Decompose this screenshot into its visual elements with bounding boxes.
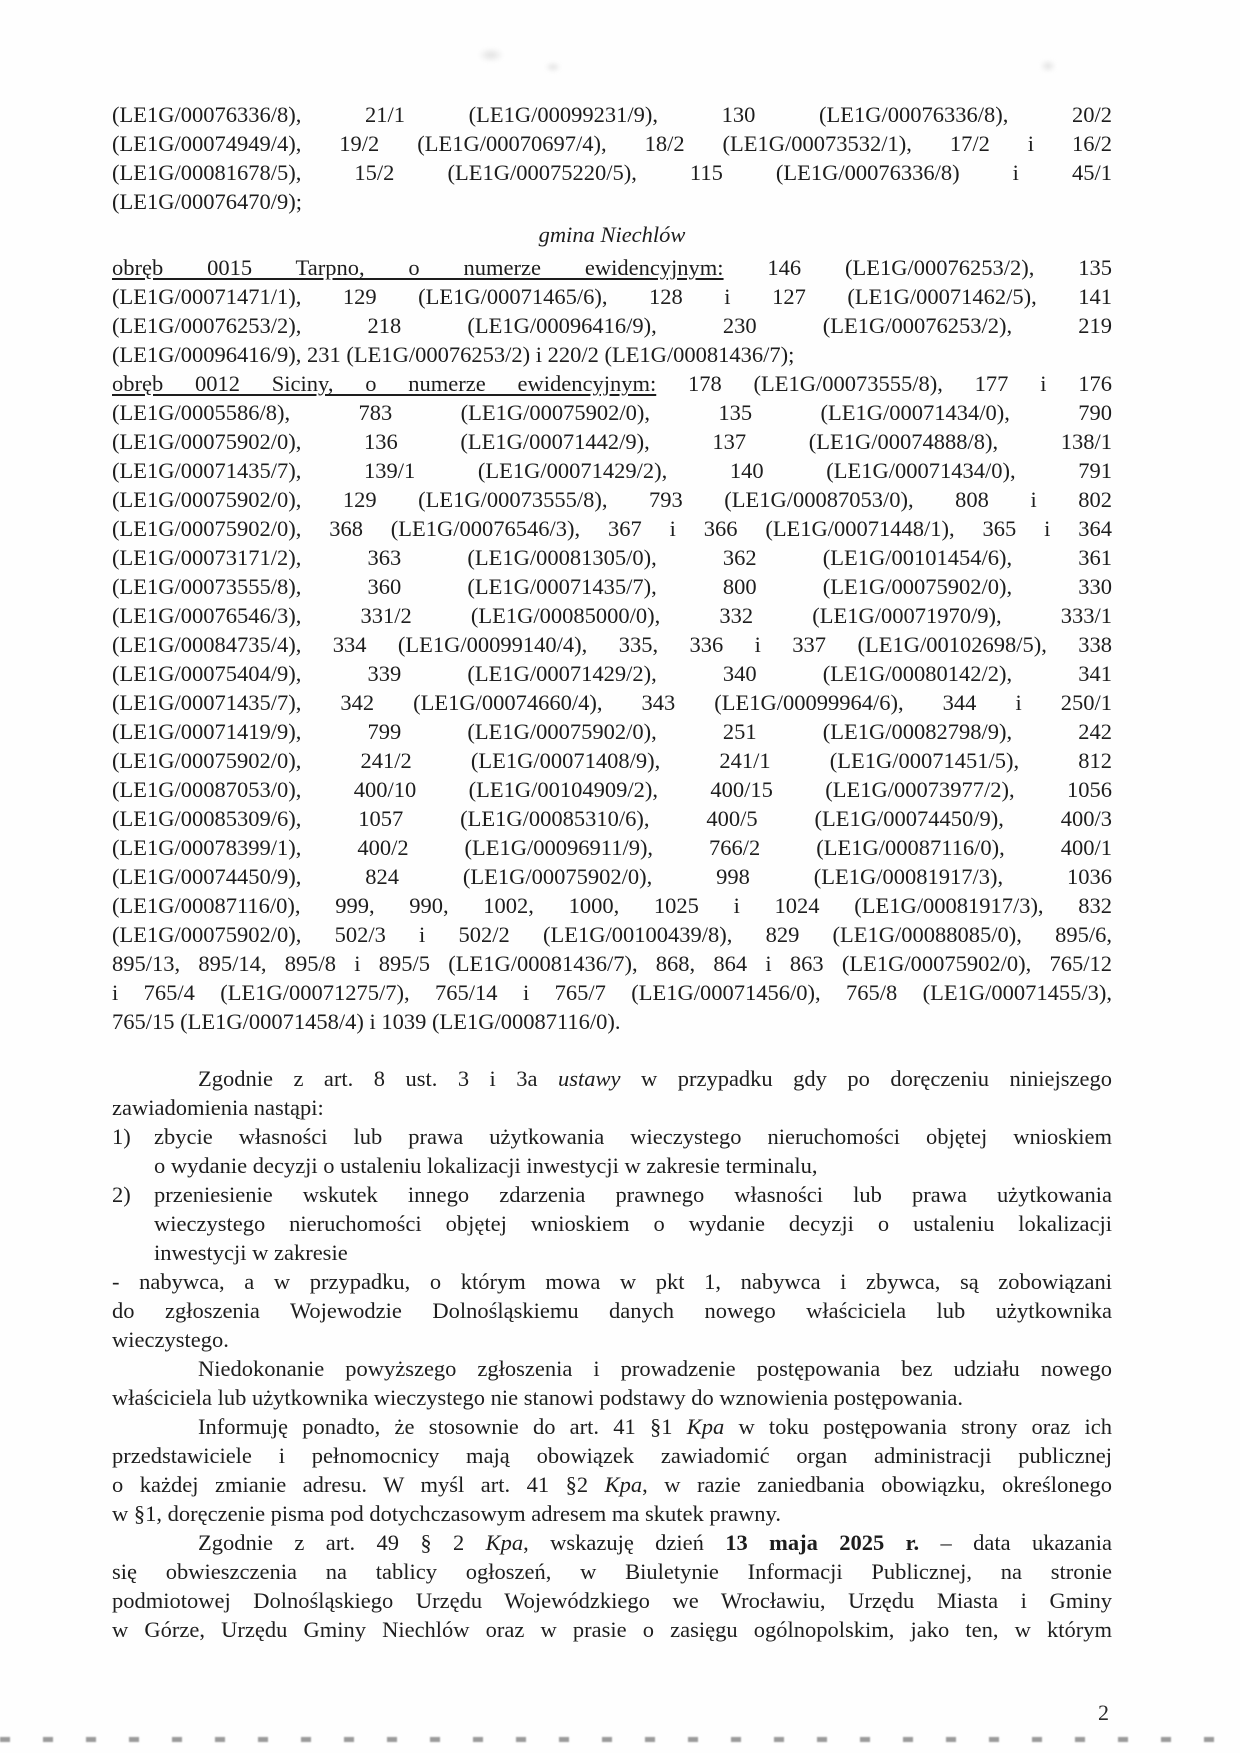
document-line: (LE1G/00096416/9), 231 (LE1G/00076253/2) i 220/2 (LE1G/00081436/7); [112,342,795,367]
document-line: 2) przeniesienie wskutek innego zdarzenia prawnego własności lub prawa użytkowania [112,1182,1112,1207]
obreb-0015-heading-line: obręb 0015 Tarpno, o numerze ewidencyjnym: 146 (LE1G/00076253/2), 135 [112,255,1112,280]
document-line: Zgodnie z art. 8 ust. 3 i 3a ustawy w przypadku gdy po doręczeniu niniejszego [198,1066,1112,1091]
document-line: (LE1G/00075902/0), 368 (LE1G/00076546/3), 367 i 366 (LE1G/00071448/1), 365 i 364 [112,516,1112,541]
document-line: wieczystego nieruchomości objętej wnioskiem o wydanie decyzji o ustaleniu lokalizacji [154,1211,1112,1236]
document-line: 765/15 (LE1G/00071458/4) i 1039 (LE1G/00087116/0). [112,1009,621,1034]
document-line: się obwieszczenia na tablicy ogłoszeń, w Biuletynie Informacji Publicznej, na stronie [112,1559,1112,1584]
document-line: (LE1G/00075902/0), 129 (LE1G/00073555/8), 793 (LE1G/00087053/0), 808 i 802 [112,487,1112,512]
gmina-heading: gmina Niechlów [538,222,686,247]
document-line: (LE1G/00076253/2), 218 (LE1G/00096416/9), 230 (LE1G/00076253/2), 219 [112,313,1112,338]
document-line: Informuję ponadto, że stosownie do art. 41 §1 Kpa w toku postępowania strony oraz ich [198,1414,1112,1439]
document-line: przedstawiciele i pełnomocnicy mają obowiązek zawiadomić organ administracji publicznej [112,1443,1112,1468]
scan-edge-artifact [0,1737,1240,1742]
document-line: właściciela lub użytkownika wieczystego nie stanowi podstawy do wznowienia postępowania. [112,1385,964,1410]
document-line: (LE1G/00085309/6), 1057 (LE1G/00085310/6), 400/5 (LE1G/00074450/9), 400/3 [112,806,1112,831]
document-line: inwestycji w zakresie [154,1240,348,1265]
document-line: (LE1G/00084735/4), 334 (LE1G/00099140/4), 335, 336 i 337 (LE1G/00102698/5), 338 [112,632,1112,657]
document-line: Zgodnie z art. 49 § 2 Kpa, wskazuję dzień 13 maja 2025 r. – data ukazania [198,1530,1112,1555]
document-line: (LE1G/00075404/9), 339 (LE1G/00071429/2), 340 (LE1G/00080142/2), 341 [112,661,1112,686]
document-body [112,100,1112,1644]
document-line: w Górze, Urzędu Gminy Niechlów oraz w prasie o zasięgu ogólnopolskim, jako ten, w którym [112,1617,1112,1642]
document-line: (LE1G/00071419/9), 799 (LE1G/00075902/0), 251 (LE1G/00082798/9), 242 [112,719,1112,744]
document-line: (LE1G/00074450/9), 824 (LE1G/00075902/0), 998 (LE1G/00081917/3), 1036 [112,864,1112,889]
page-number: 2 [1098,1700,1109,1725]
document-line: 1) zbycie własności lub prawa użytkowania wieczystego nieruchomości objętej wnioskiem [112,1124,1112,1149]
document-line: (LE1G/00076336/8), 21/1 (LE1G/00099231/9), 130 (LE1G/00076336/8), 20/2 [112,102,1112,127]
document-line: zawiadomienia nastąpi: [112,1095,324,1120]
scan-smudge-artifact [1040,60,1056,72]
document-line: (LE1G/00073171/2), 363 (LE1G/00081305/0), 362 (LE1G/00101454/6), 361 [112,545,1112,570]
document-line: - nabywca, a w przypadku, o którym mowa w pkt 1, nabywca i zbywca, są zobowiązani [112,1269,1112,1294]
document-line: (LE1G/00075902/0), 136 (LE1G/00071442/9), 137 (LE1G/00074888/8), 138/1 [112,429,1112,454]
document-line: podmiotowej Dolnośląskiego Urzędu Wojewódzkiego we Wrocławiu, Urzędu Miasta i Gminy [112,1588,1112,1613]
obreb-0012-heading-line: obręb 0012 Siciny, o numerze ewidencyjnym: 178 (LE1G/00073555/8), 177 i 176 [112,371,1112,396]
document-line: (LE1G/00074949/4), 19/2 (LE1G/00070697/4), 18/2 (LE1G/00073532/1), 17/2 i 16/2 [112,131,1112,156]
document-line: 895/13, 895/14, 895/8 i 895/5 (LE1G/00081436/7), 868, 864 i 863 (LE1G/00075902/0), 765/12 [112,951,1112,976]
document-line: o każdej zmianie adresu. W myśl art. 41 §2 Kpa, w razie zaniedbania obowiązku, określonego [112,1472,1112,1497]
scan-smudge-artifact [478,48,504,62]
document-line: (LE1G/00076470/9); [112,189,302,214]
document-line: (LE1G/00071435/7), 139/1 (LE1G/00071429/2), 140 (LE1G/00071434/0), 791 [112,458,1112,483]
document-line: w §1, doręczenie pisma pod dotychczasowym adresem ma skutek prawny. [112,1501,781,1526]
document-line: (LE1G/00073555/8), 360 (LE1G/00071435/7), 800 (LE1G/00075902/0), 330 [112,574,1112,599]
document-line: o wydanie decyzji o ustaleniu lokalizacji inwestycji w zakresie terminalu, [154,1153,818,1178]
document-line: i 765/4 (LE1G/00071275/7), 765/14 i 765/7 (LE1G/00071456/0), 765/8 (LE1G/00071455/3), [112,980,1112,1005]
document-line: Niedokonanie powyższego zgłoszenia i prowadzenie postępowania bez udziału nowego [198,1356,1112,1381]
document-line: wieczystego. [112,1327,229,1352]
document-line: (LE1G/00071471/1), 129 (LE1G/00071465/6), 128 i 127 (LE1G/00071462/5), 141 [112,284,1112,309]
document-line: (LE1G/00078399/1), 400/2 (LE1G/00096911/9), 766/2 (LE1G/00087116/0), 400/1 [112,835,1112,860]
document-line: (LE1G/00075902/0), 502/3 i 502/2 (LE1G/00100439/8), 829 (LE1G/00088085/0), 895/6, [112,922,1112,947]
scan-smudge-artifact [545,62,561,72]
document-line: (LE1G/00081678/5), 15/2 (LE1G/00075220/5), 115 (LE1G/00076336/8) i 45/1 [112,160,1112,185]
document-line: (LE1G/00071435/7), 342 (LE1G/00074660/4), 343 (LE1G/00099964/6), 344 i 250/1 [112,690,1112,715]
document-line: (LE1G/00076546/3), 331/2 (LE1G/00085000/0), 332 (LE1G/00071970/9), 333/1 [112,603,1112,628]
document-line: (LE1G/00075902/0), 241/2 (LE1G/00071408/9), 241/1 (LE1G/00071451/5), 812 [112,748,1112,773]
document-line: do zgłoszenia Wojewodzie Dolnośląskiemu danych nowego właściciela lub użytkownika [112,1298,1112,1323]
document-line: (LE1G/00087053/0), 400/10 (LE1G/00104909/2), 400/15 (LE1G/00073977/2), 1056 [112,777,1112,802]
document-line: (LE1G/00087116/0), 999, 990, 1002, 1000, 1025 i 1024 (LE1G/00081917/3), 832 [112,893,1112,918]
document-line: (LE1G/0005586/8), 783 (LE1G/00075902/0), 135 (LE1G/00071434/0), 790 [112,400,1112,425]
